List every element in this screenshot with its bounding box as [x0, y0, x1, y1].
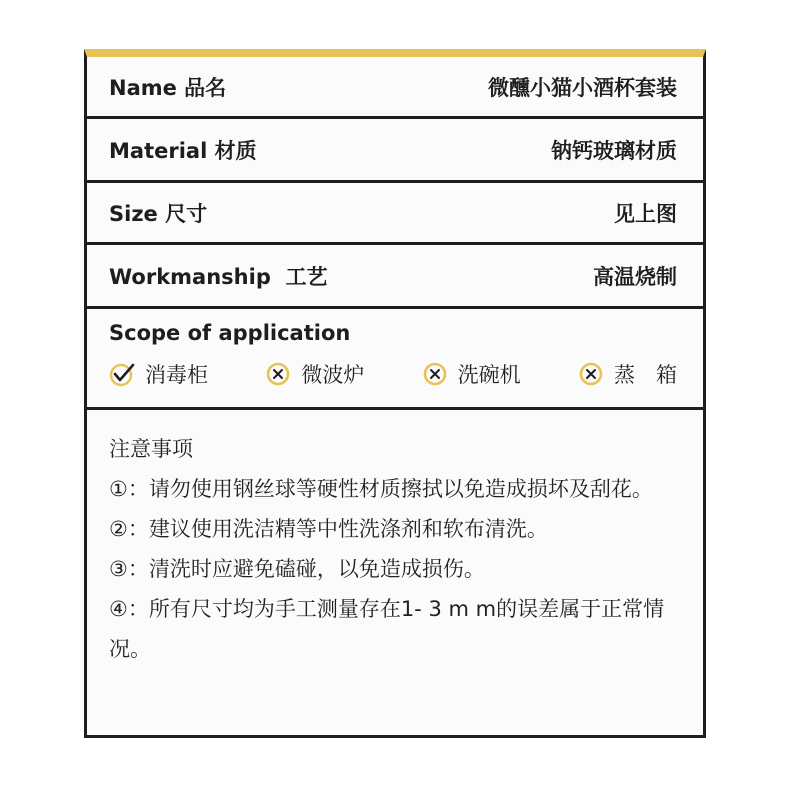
spec-value-workmanship: 高温烧制 [593, 264, 677, 289]
notes-title: 注意事项 [109, 437, 193, 461]
spec-value-material: 钠钙玻璃材质 [551, 138, 677, 163]
spec-value-name: 微醺小猫小酒杯套装 [488, 75, 677, 100]
scope-item-microwave [265, 359, 364, 389]
scope-title: Scope of application [109, 321, 351, 345]
x-circle-icon [578, 361, 604, 387]
scope-item-dishwasher [422, 359, 521, 389]
note-line-1: ①：请勿使用钢丝球等硬性材质擦拭以免造成损坏及刮花。 [109, 477, 653, 501]
spec-label-size: Size 尺寸 [109, 201, 208, 226]
spec-label-material: Material 材质 [109, 138, 257, 163]
spec-value-size: 见上图 [614, 201, 677, 226]
scope-item-label: 蒸 箱 [613, 363, 677, 387]
spec-row-material [87, 119, 703, 183]
scope-of-application [87, 309, 703, 410]
spec-row-workmanship [87, 245, 703, 309]
care-notes [109, 429, 679, 669]
x-circle-icon [422, 361, 448, 387]
spec-label-name: Name 品名 [109, 75, 227, 100]
check-icon [109, 361, 135, 387]
scope-item-steamer [578, 359, 677, 389]
spec-label-workmanship: Workmanship 工艺 [109, 264, 328, 289]
note-line-3: ③：清洗时应避免磕碰，以免造成损伤。 [109, 557, 485, 581]
note-line-4: ④：所有尺寸均为手工测量存在1- 3 m m的误差属于正常情况。 [109, 597, 665, 661]
scope-item-sterilizer [109, 359, 208, 389]
scope-list [109, 359, 677, 389]
scope-item-label: 微波炉 [301, 363, 365, 387]
x-circle-icon [265, 361, 291, 387]
scope-item-label: 洗碗机 [457, 363, 521, 387]
scope-item-label: 消毒柜 [145, 363, 208, 387]
spec-row-size [87, 183, 703, 245]
note-line-2: ②：建议使用洗洁精等中性洗涤剂和软布清洗。 [109, 517, 548, 541]
spec-row-name [87, 57, 703, 119]
product-spec-card [84, 49, 706, 738]
